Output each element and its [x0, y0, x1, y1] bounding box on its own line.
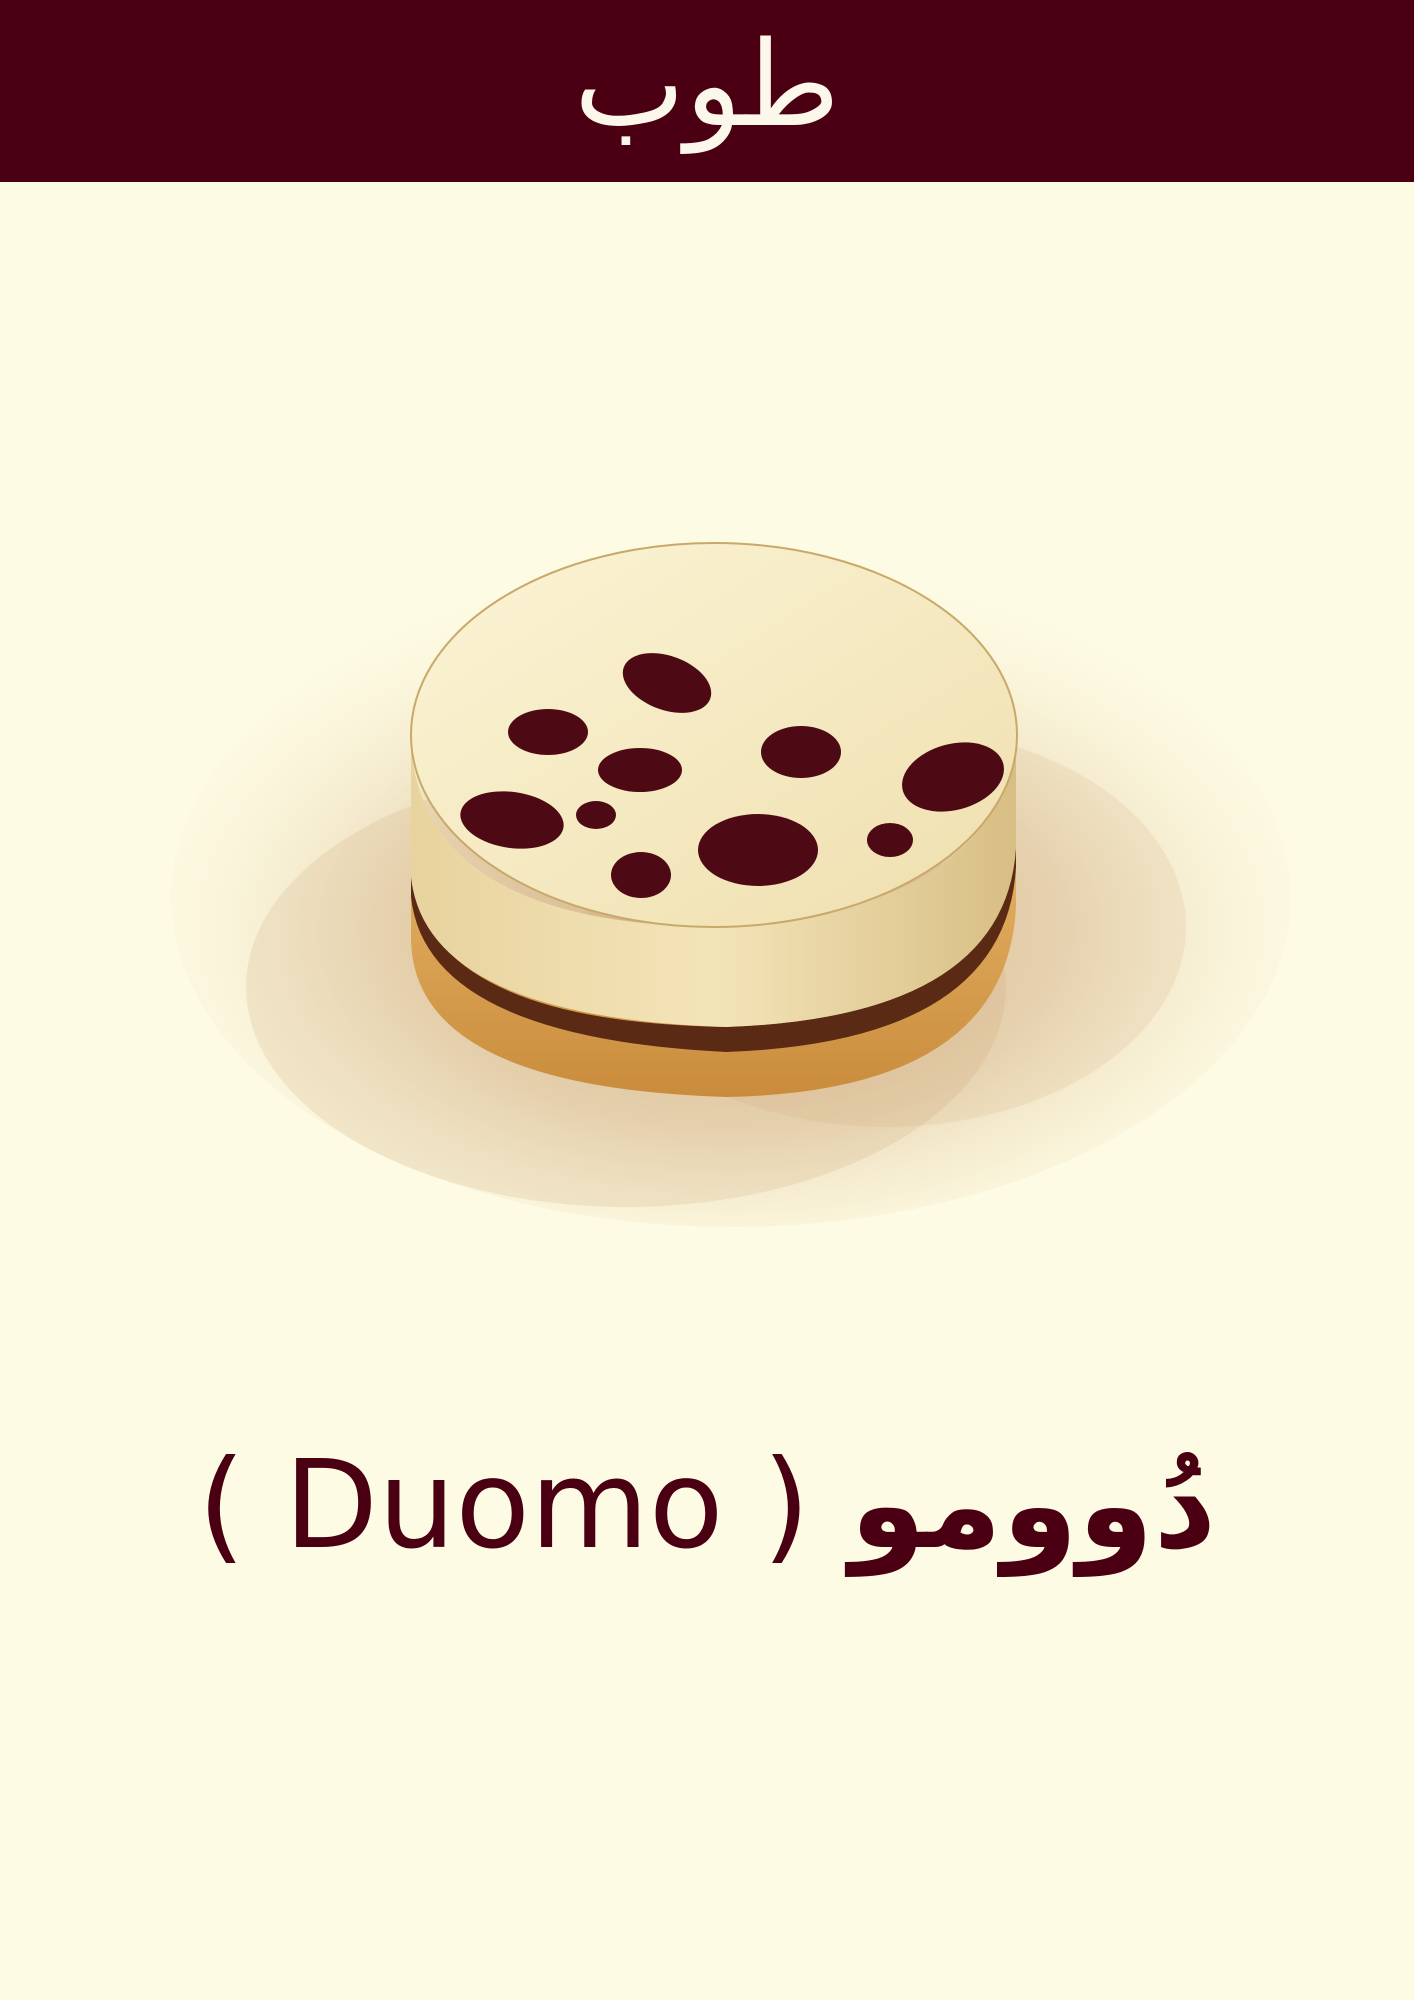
product-name-arabic: دُوومو — [849, 1434, 1217, 1576]
product-title — [0, 1430, 1414, 1580]
header-bar — [0, 0, 1414, 182]
cake-icon — [66, 427, 1396, 1312]
product-name-latin: ( Duomo ) — [197, 1434, 810, 1576]
brand-logo: طوب — [574, 15, 840, 153]
cake-illustration — [66, 427, 1396, 1312]
